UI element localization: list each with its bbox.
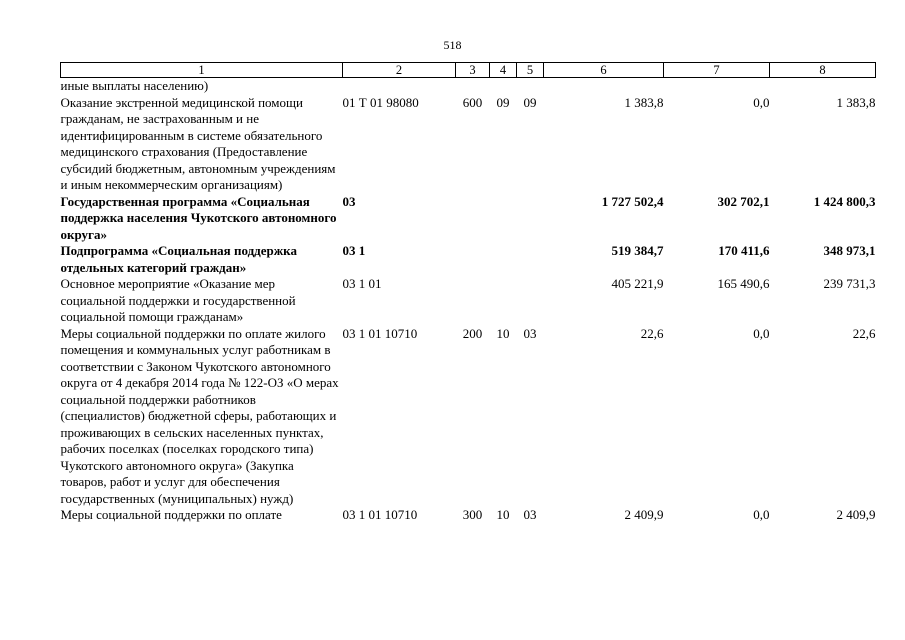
row-pr-cell: 03 [523, 507, 537, 522]
row-pr-cell [517, 78, 544, 95]
row-amount-cell: 1 383,8 [624, 94, 664, 110]
row-amount-cell [664, 78, 770, 95]
row-name-cell: Меры социальной поддержки по оплате [60, 507, 282, 522]
row-amount-cell: 0,0 [753, 94, 770, 110]
row-name-cell: Основное мероприятие «Оказание мер социальной поддержки и государственной социальной помощи гражданам» [60, 276, 296, 324]
table-header-row [61, 63, 876, 78]
row-amount-cell: 0,0 [753, 325, 770, 341]
row-amount-cell [770, 78, 876, 95]
row-amount-cell: 405 221,9 [611, 276, 664, 291]
row-pr-cell [517, 194, 544, 244]
row-rz-cell [490, 194, 517, 244]
row-name-cell: Подпрограмма «Социальная поддержка отдельных категорий граждан» [60, 243, 297, 275]
row-rz-cell: 10 [496, 325, 510, 341]
column-header: 5 [517, 63, 544, 78]
row-rz-cell: 09 [496, 94, 510, 110]
table-row [61, 326, 876, 508]
budget-table [60, 62, 876, 524]
table-row [61, 194, 876, 244]
row-amount-cell: 1 727 502,4 [601, 193, 664, 209]
row-vr-cell: 300 [462, 507, 483, 522]
column-header: 2 [343, 63, 456, 78]
row-pr-cell [517, 276, 544, 326]
column-header: 7 [664, 63, 770, 78]
row-amount-cell: 22,6 [852, 325, 876, 341]
row-amount-cell: 1 424 800,3 [813, 193, 876, 209]
column-header: 3 [456, 63, 490, 78]
row-code-cell: 03 1 01 [342, 276, 382, 291]
table-row [61, 243, 876, 276]
row-code-cell: 03 1 01 10710 [342, 507, 418, 522]
column-header: 8 [770, 63, 876, 78]
row-code-cell: 03 1 01 10710 [342, 325, 418, 341]
row-vr-cell: 600 [462, 94, 483, 110]
row-rz-cell [490, 243, 517, 276]
row-amount-cell: 239 731,3 [823, 276, 876, 291]
table-row [61, 95, 876, 194]
row-name-cell: Оказание экстренной медицинской помощи гражданам, не застрахованным и не идентифицированным в системе обязательного медицинского страхования (Предоставление субсидий бюджетным, автономным учреждениям и иным некоммерческим организациям) [60, 94, 336, 192]
table-row [61, 78, 876, 95]
row-amount-cell: 2 409,9 [836, 507, 876, 522]
row-rz-cell: 10 [496, 507, 510, 522]
row-name-cell: иные выплаты населению) [60, 78, 209, 93]
page-number: 518 [443, 38, 462, 52]
row-vr-cell [456, 276, 490, 326]
row-amount-cell: 170 411,6 [718, 243, 770, 258]
row-pr-cell: 03 [523, 325, 537, 341]
row-amount-cell: 165 490,6 [717, 276, 770, 291]
row-amount-cell [544, 78, 664, 95]
row-vr-cell: 200 [462, 325, 483, 341]
row-code-cell: 01 Т 01 98080 [342, 94, 419, 110]
row-pr-cell [517, 243, 544, 276]
row-name-cell: Государственная программа «Социальная поддержка населения Чукотского автономного округа» [60, 193, 337, 242]
row-vr-cell [456, 194, 490, 244]
row-name-cell: Меры социальной поддержки по оплате жилого помещения и коммунальных услуг работникам в соответствии с Законом Чукотского автономного округа от 4 декабря 2014 года № 122-ОЗ «О мерах социальной поддержки работников (специалистов) бюджетной сферы, работающих и проживающих в сельских населенных пунктах, рабочих поселках (поселках городского типа) Чукотского автономного округа» (Закупка товаров, работ и услуг для обеспечения государственных (муниципальных) нужд) [60, 325, 339, 506]
row-code-cell [343, 78, 456, 95]
row-amount-cell: 22,6 [640, 325, 664, 341]
row-pr-cell: 09 [523, 94, 537, 110]
row-code-cell: 03 1 [342, 243, 366, 258]
column-header: 1 [61, 63, 343, 78]
row-amount-cell: 2 409,9 [624, 507, 664, 522]
row-vr-cell [456, 243, 490, 276]
row-amount-cell: 302 702,1 [717, 193, 770, 209]
column-header: 6 [544, 63, 664, 78]
table-body [61, 78, 876, 524]
row-amount-cell: 0,0 [753, 507, 770, 522]
row-rz-cell [490, 276, 517, 326]
row-rz-cell [490, 78, 517, 95]
column-header: 4 [490, 63, 517, 78]
row-code-cell: 03 [342, 193, 356, 209]
table-row [61, 276, 876, 326]
row-vr-cell [456, 78, 490, 95]
row-amount-cell: 1 383,8 [836, 94, 876, 110]
table-row [61, 507, 876, 524]
row-amount-cell: 519 384,7 [611, 243, 664, 258]
row-amount-cell: 348 973,1 [823, 243, 876, 258]
